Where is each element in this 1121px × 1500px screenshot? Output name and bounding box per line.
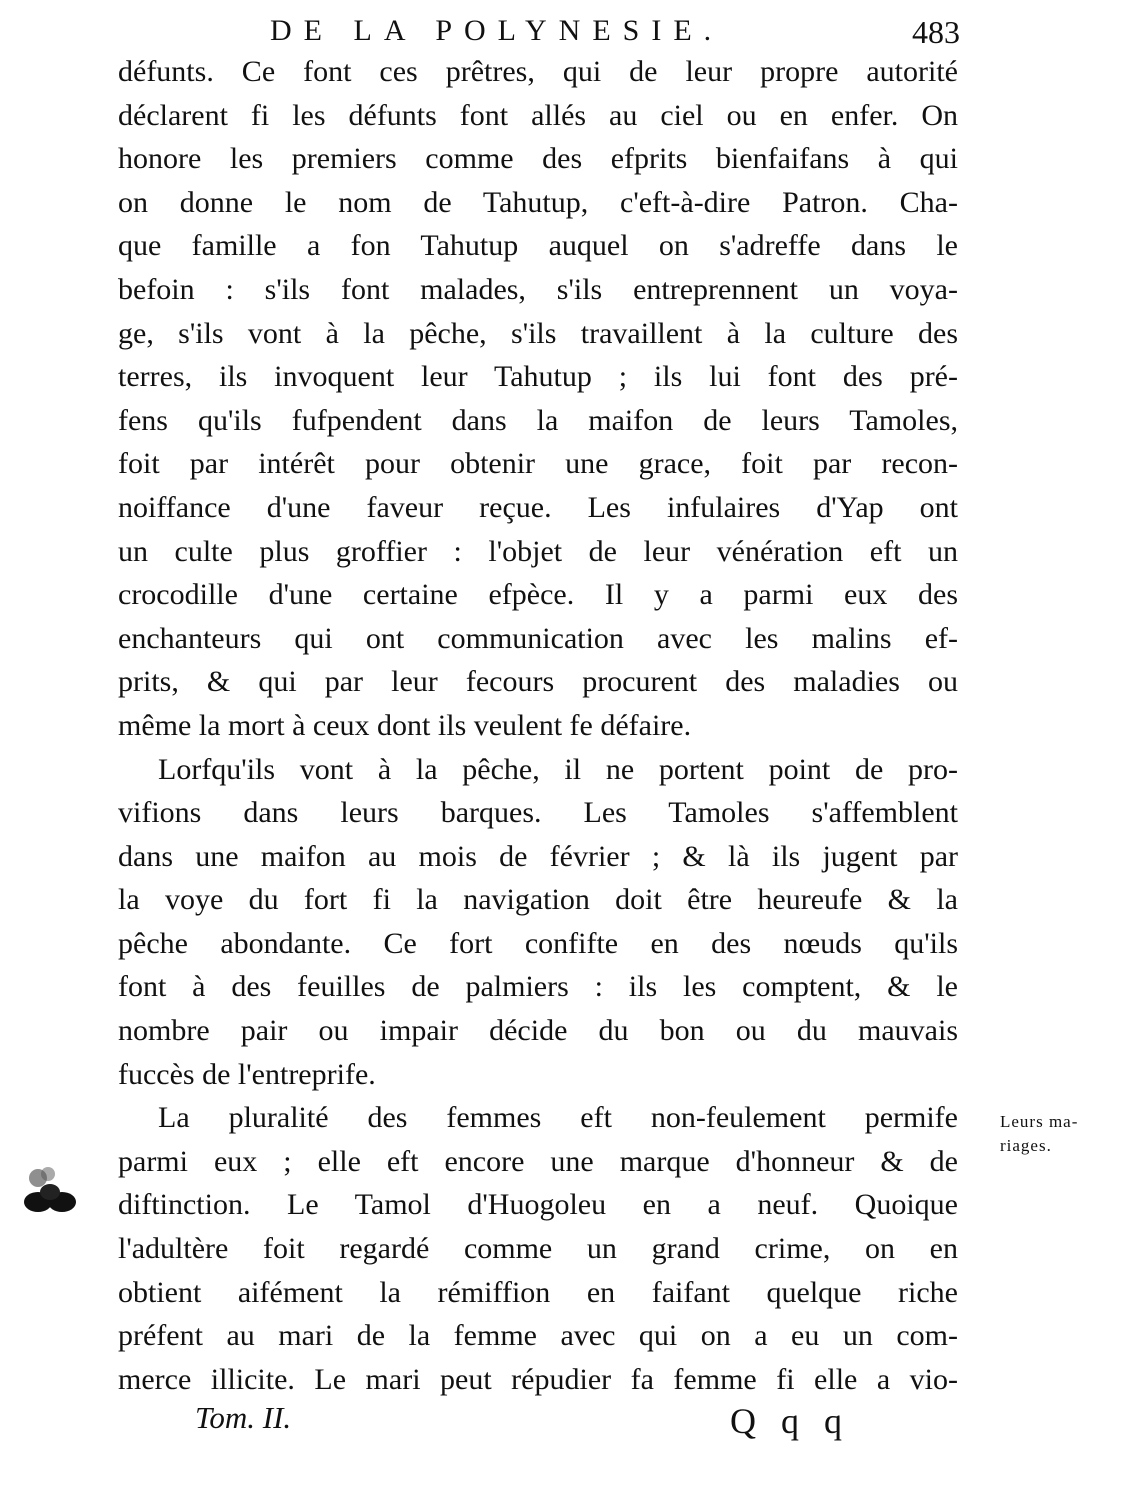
running-title: DE LA POLYNESIE. [270,14,724,47]
text-line: vifions dans leurs barques. Les Tamoles s'affemblent [118,796,958,830]
text-line: font à des feuilles de palmiers : ils les comptent, & le [118,970,958,1004]
text-line: foit par intérêt pour obtenir une grace, foit par recon- [118,447,958,481]
text-line: befoin : s'ils font malades, s'ils entreprennent un voya- [118,272,958,306]
volume-label: Tom. II. [195,1400,292,1435]
signature-mark: Q q q [730,1401,850,1441]
text-line: terres, ils invoquent leur Tahutup ; ils lui font des pré- [118,360,958,394]
page-number: 483 [912,14,960,50]
text-line: parmi eux ; elle eft encore une marque d'honneur & de [118,1144,958,1178]
text-line: enchanteurs qui ont communication avec les malins ef- [118,621,958,655]
text-line: même la mort à ceux dont ils veulent fe défaire. [118,708,692,742]
text-line: l'adultère foit regardé comme un grand crime, on en [118,1232,958,1266]
text-line: on donne le nom de Tahutup, c'eft-à-dire Patron. Cha- [118,185,958,219]
text-line: la voye du fort fi la navigation doit être heureufe & la [118,883,958,917]
text-line: honore les premiers comme des efprits bienfaifans à qui [118,142,958,176]
text-line: défunts. Ce font ces prêtres, qui de leur propre autorité [118,55,958,88]
running-header [270,10,960,50]
text-line: crocodille d'une certaine efpèce. Il y a parmi eux des [118,578,958,612]
text-line: diftinction. Le Tamol d'Huogoleu en a neuf. Quoique [118,1188,958,1222]
text-line: fens qu'ils fufpendent dans la maifon de leurs Tamoles, [118,403,958,437]
text-line: prits, & qui par leur fecours procurent des maladies ou [118,665,958,699]
text-line: préfent au mari de la femme avec qui on a eu un com- [118,1319,958,1353]
page-footer [195,1400,895,1450]
text-line: dans une maifon au mois de février ; & là ils jugent par [118,839,958,873]
text-line: pêche abondante. Ce fort confifte en des nœuds qu'ils [118,926,958,960]
margin-note-line: riages. [1000,1136,1052,1155]
text-line: obtient aifément la rémiffion en faifant quelque riche [118,1275,958,1309]
paragraph-2 [118,748,958,1097]
text-line: ge, s'ils vont à la pêche, s'ils travaillent à la culture des [118,316,958,350]
text-line: noiffance d'une faveur reçue. Les infulaires d'Yap ont [118,490,958,524]
main-text [118,50,958,1401]
text-line: déclarent fi les défunts font allés au ciel ou en enfer. On [118,98,958,132]
ink-blot-icon [18,1160,88,1220]
text-line: Lorfqu'ils vont à la pêche, il ne portent point de pro- [158,752,958,786]
paragraph-3 [118,1096,958,1401]
text-line: fuccès de l'entreprife. [118,1057,376,1091]
paragraph-1 [118,50,958,748]
text-line: La pluralité des femmes eft non-feulement permife [158,1101,958,1135]
text-line: que famille a fon Tahutup auquel on s'adreffe dans le [118,229,958,263]
margin-note-line: Leurs ma- [1000,1112,1079,1131]
text-line: merce illicite. Le mari peut répudier fa femme fi elle a vio- [118,1362,958,1396]
text-line: un culte plus groffier : l'objet de leur vénération eft un [118,534,958,568]
margin-note [1000,1110,1110,1158]
text-line: nombre pair ou impair décide du bon ou du mauvais [118,1014,958,1048]
